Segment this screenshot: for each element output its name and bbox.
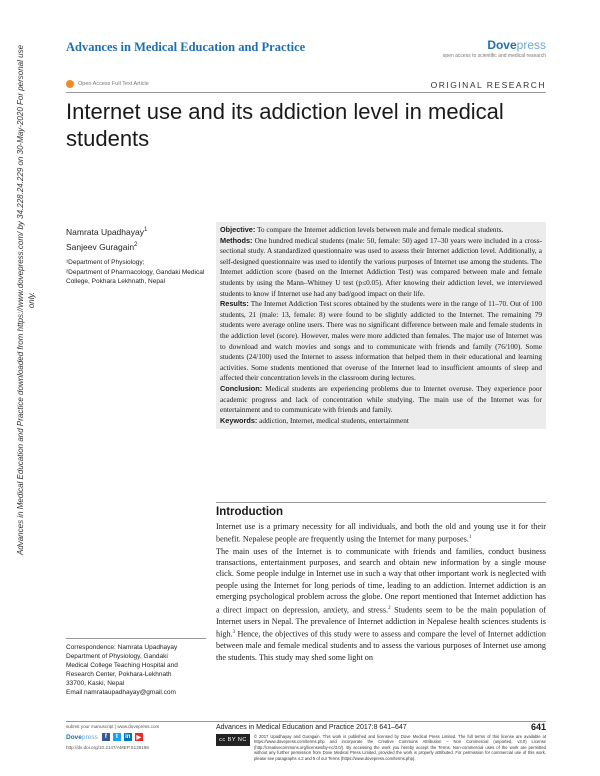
intro-divider <box>216 502 546 503</box>
correspondence-divider <box>66 638 206 639</box>
footer-branding <box>66 733 143 741</box>
page-number: 641 <box>530 722 546 732</box>
author[interactable]: Namrata Upadhayay$^1$ <box>66 226 148 237</box>
abstract-results: Results: The Internet Addiction Test scores obtained by the students were in the range of 11–70. Out of 100 students, 21 (male: 13, female: 8) were found to be slightly addicted to the Internet. The remaining 79 students were average online users. There was no significant difference between male and female students in the addiction level (score). However, males were more addicted than females. The major use of Internet was to download and watch movies and songs and to communicate with friends and family (76/100). Some students (24/100) used the Internet to assess information that helped them in their educational and learning activities. Some students mentioned that overuse of the Internet lead to insufficient amounts of sleep and affected their concentration levels in the classroom during lectures. <box>220 299 542 383</box>
twitter-icon[interactable]: t <box>113 733 121 741</box>
open-access-text: Open Access Full Text Article <box>78 81 149 87</box>
open-access-label <box>66 80 149 88</box>
doi-link[interactable]: http://dx.doi.org/10.2147/AMEP.S136195 <box>66 745 149 750</box>
affiliation: ²Department of Pharmacology, Gandaki Medical College, Pokhara Lekhnath, Nepal <box>66 268 205 285</box>
youtube-icon[interactable]: ▶ <box>136 734 142 741</box>
journal-name[interactable]: Advances in Medical Education and Practice <box>66 40 306 54</box>
license-block <box>216 734 546 761</box>
citation: Advances in Medical Education and Practice 2017:8 641–647 <box>216 724 407 731</box>
linkedin-icon[interactable]: in <box>125 734 131 740</box>
submit-manuscript-link[interactable]: submit your manuscript | www.dovepress.com <box>66 724 160 729</box>
correspondence-email[interactable]: Email namrataupadhayay@gmail.com <box>66 689 176 696</box>
author[interactable]: Sanjeev Guragain$^2$ <box>66 241 138 252</box>
abstract-box <box>216 222 546 429</box>
correspondence-line: Medical College Teaching Hospital and <box>66 662 178 669</box>
article-type: ORIGINAL RESEARCH <box>430 80 546 90</box>
introduction-body <box>216 521 546 663</box>
publisher-name-light: press <box>516 38 546 52</box>
header-divider <box>66 92 546 93</box>
abstract-keywords: Keywords: addiction, Internet, medical students, entertainment <box>220 415 409 425</box>
correspondence-line: Correspondence: Namrata Upadhayay <box>66 644 178 651</box>
creative-commons-icon[interactable]: cc BY NC <box>216 734 250 746</box>
open-access-icon <box>66 80 74 88</box>
abstract-objective: Objective: To compare the Internet addiction levels between male and female medical students. <box>220 225 504 234</box>
social-links <box>102 733 143 741</box>
author-list <box>66 224 147 254</box>
footer-publisher-logo[interactable]: Dovepress <box>66 733 98 741</box>
abstract-conclusion: Conclusion: Medical students are experiencing problems due to Internet overuse. They experience poor academic progress and lack of concentration while studying. The main use of the Internet was for entertainment and to communicate with friends and family. <box>220 383 542 415</box>
intro-paragraph: Internet use is a primary necessity for all individuals, and both the old and young use it for their benefit. Nepalese people are frequently using the Internet for many purposes.$^1$ <box>216 522 546 545</box>
license-text: © 2017 Upadhayay and Guragain. This work is published and licensed by Dove Medical Press Limited. The full terms of this license are available at https://www.dovepress.com/terms.php and incorporate the Creative Commons Attribution – Non Commercial (unported, v3.0) License (http://creativecommons.org/licenses/by-nc/3.0/). By accessing the work you hereby accept the Terms. Non-commercial uses of the work are permitted without any further permission from Dove Medical Press Limited, provided the work is properly attributed. For permission for commercial use of this work, please see paragraphs 4.2 and 5 of our Terms (https://www.dovepress.com/terms.php). <box>254 734 546 761</box>
publisher-name-bold: Dove <box>487 38 517 52</box>
article-title: Internet use and its addiction level in medical students <box>66 99 504 151</box>
facebook-icon[interactable]: f <box>102 733 110 741</box>
affiliations <box>66 258 206 287</box>
affiliation: ¹Department of Physiology; <box>66 259 145 266</box>
correspondence-line: Research Center, Pokhara-Lekhnath <box>66 671 172 678</box>
correspondence-line: 33700, Kaski, Nepal <box>66 680 125 687</box>
correspondence-block <box>66 643 206 697</box>
download-notice: Advances in Medical Education and Practice downloaded from https://www.dovepress.com/ by 34.228.24.229 on 30-May-2020 For personal use only. <box>16 44 36 556</box>
section-heading-introduction: Introduction <box>216 506 284 518</box>
footer-divider <box>66 721 546 722</box>
publisher-tagline: open access to scientific and medical research <box>442 53 546 59</box>
publisher-logo[interactable] <box>443 38 546 59</box>
intro-paragraph: The main uses of the Internet is to communicate with friends and families, conduct business transactions, entertainment purposes, and search and obtain new information by a single mouse click. Some people indulge in Internet use in such a way that other important work is neglected with people using the Internet for long periods of time, leading to an addiction. Internet addiction is an emerging psychological problem across the globe. One report mentioned that Internet addiction has a direct impact on depression, anxiety, and stress.$^2$ Students seem to be the main population of Internet users in Nepal. The prevalence of Internet addiction in Nepalese health sciences students is high.$^3$ Hence, the objectives of this study were to assess and compare the level of Internet addiction between male and female medical students and to assess the various purposes of Internet use among the students. This study may shed some light on <box>216 546 546 662</box>
abstract-methods: Methods: One hundred medical students (male: 50, female: 50) aged 17–30 years were included in a cross-sectional study. A standardized questionnaire was used to assess their Internet addiction level. Additionally, a self-designed questionnaire was used to identify the various purposes of Internet use among the students. The Internet addiction score (based on the Internet Addiction Test) was compared between male and female students by using the Mann–Whitney U test (p≤0.05). After knowing their addiction level, we interviewed students to know if Internet use had any bad/good impact on their life. <box>220 235 542 298</box>
correspondence-line: Department of Physiology, Gandaki <box>66 653 168 660</box>
